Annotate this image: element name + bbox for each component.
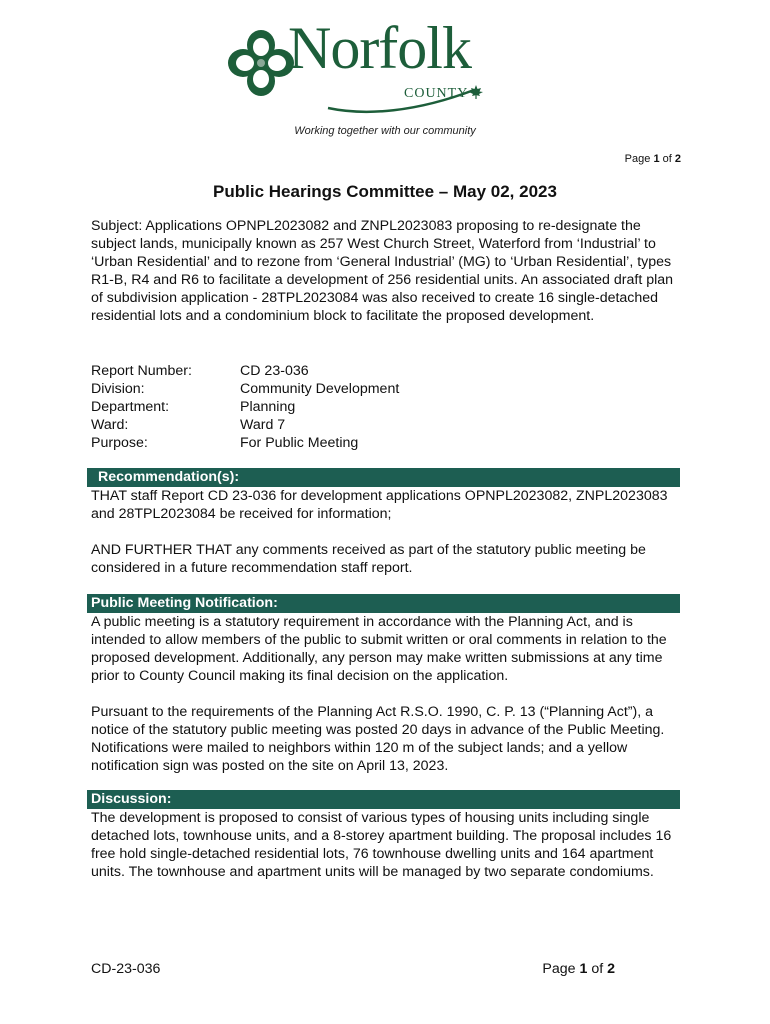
- recommendation-paragraph-1: THAT staff Report CD 23-036 for development applications OPNPL2023082, ZNPL2023083 and 28TPL2023084 be received for information;: [91, 488, 668, 522]
- meta-row-ward: Ward: Ward 7: [91, 417, 286, 433]
- report-metadata: [91, 362, 399, 452]
- public-meeting-notification-heading: Public Meeting Notification:: [87, 594, 680, 613]
- notification-paragraph-2: Pursuant to the requirements of the Planning Act R.S.O. 1990, C. P. 13 (“Planning Act”), a notice of the statutory public meeting was posted 20 days in advance of the Public Meeting. Notifications were mailed to neighbors within 120 m of the subject lands; and a yellow notification sign was posted on the site on April 13, 2023.: [91, 704, 665, 774]
- logo-wordmark: Norfolk: [288, 15, 471, 81]
- recommendation-heading: Recommendation(s):: [87, 468, 680, 487]
- norfolk-county-logo: [226, 15, 486, 124]
- meta-row-department: Department: Planning: [91, 399, 296, 415]
- discussion-heading: Discussion:: [87, 790, 680, 809]
- discussion-paragraph-1: The development is proposed to consist of various types of housing units including single detached lots, townhouse units, and a 8-storey apartment building. The proposal includes 16 free hold single-detached residential lots, 76 townhouse dwelling units and 164 apartment units. The townhouse and apartment units will be managed by two separate condomiums.: [91, 810, 672, 880]
- maple-leaf-icon: [469, 85, 483, 99]
- document-title: Public Hearings Committee – May 02, 2023: [213, 182, 557, 201]
- meta-row-purpose: Purpose: For Public Meeting: [91, 435, 359, 451]
- subject-paragraph: Subject: Applications OPNPL2023082 and ZNPL2023083 proposing to re-designate the subject lands, municipally known as 257 West Church Street, Waterford from ‘Industrial’ to ‘Urban Residential’ and to rezone from ‘General Industrial’ (MG) to ‘Urban Residential’, types R1-B, R4 and R6 to facilitate a development of 256 residential units. An associated draft plan of subdivision application - 28TPL2023084 was also received to create 16 single-detached residential lots and a condominium block to facilitate the proposed development.: [91, 218, 674, 324]
- notification-paragraph-1: A public meeting is a statutory requirement in accordance with the Planning Act, and is intended to allow members of the public to submit written or oral comments in relation to the proposed development. Additionally, any person may make written submissions at any time prior to County Council making its final decision on the application.: [91, 614, 667, 684]
- meta-row-division: Division: Community Development: [91, 381, 400, 397]
- meta-row-report-number: Report Number: CD 23-036: [91, 363, 309, 379]
- page-number-top: Page 1 of 2: [624, 153, 681, 165]
- footer-page-number: Page 1 of 2: [542, 961, 615, 977]
- tagline: Working together with our community: [294, 125, 476, 137]
- trillium-flower-icon: [226, 28, 296, 98]
- footer-report-id: CD-23-036: [91, 961, 161, 977]
- logo-county-text: COUNTY: [404, 86, 469, 101]
- recommendation-paragraph-2: AND FURTHER THAT any comments received as part of the statutory public meeting be considered in a future recommendation staff report.: [91, 542, 646, 576]
